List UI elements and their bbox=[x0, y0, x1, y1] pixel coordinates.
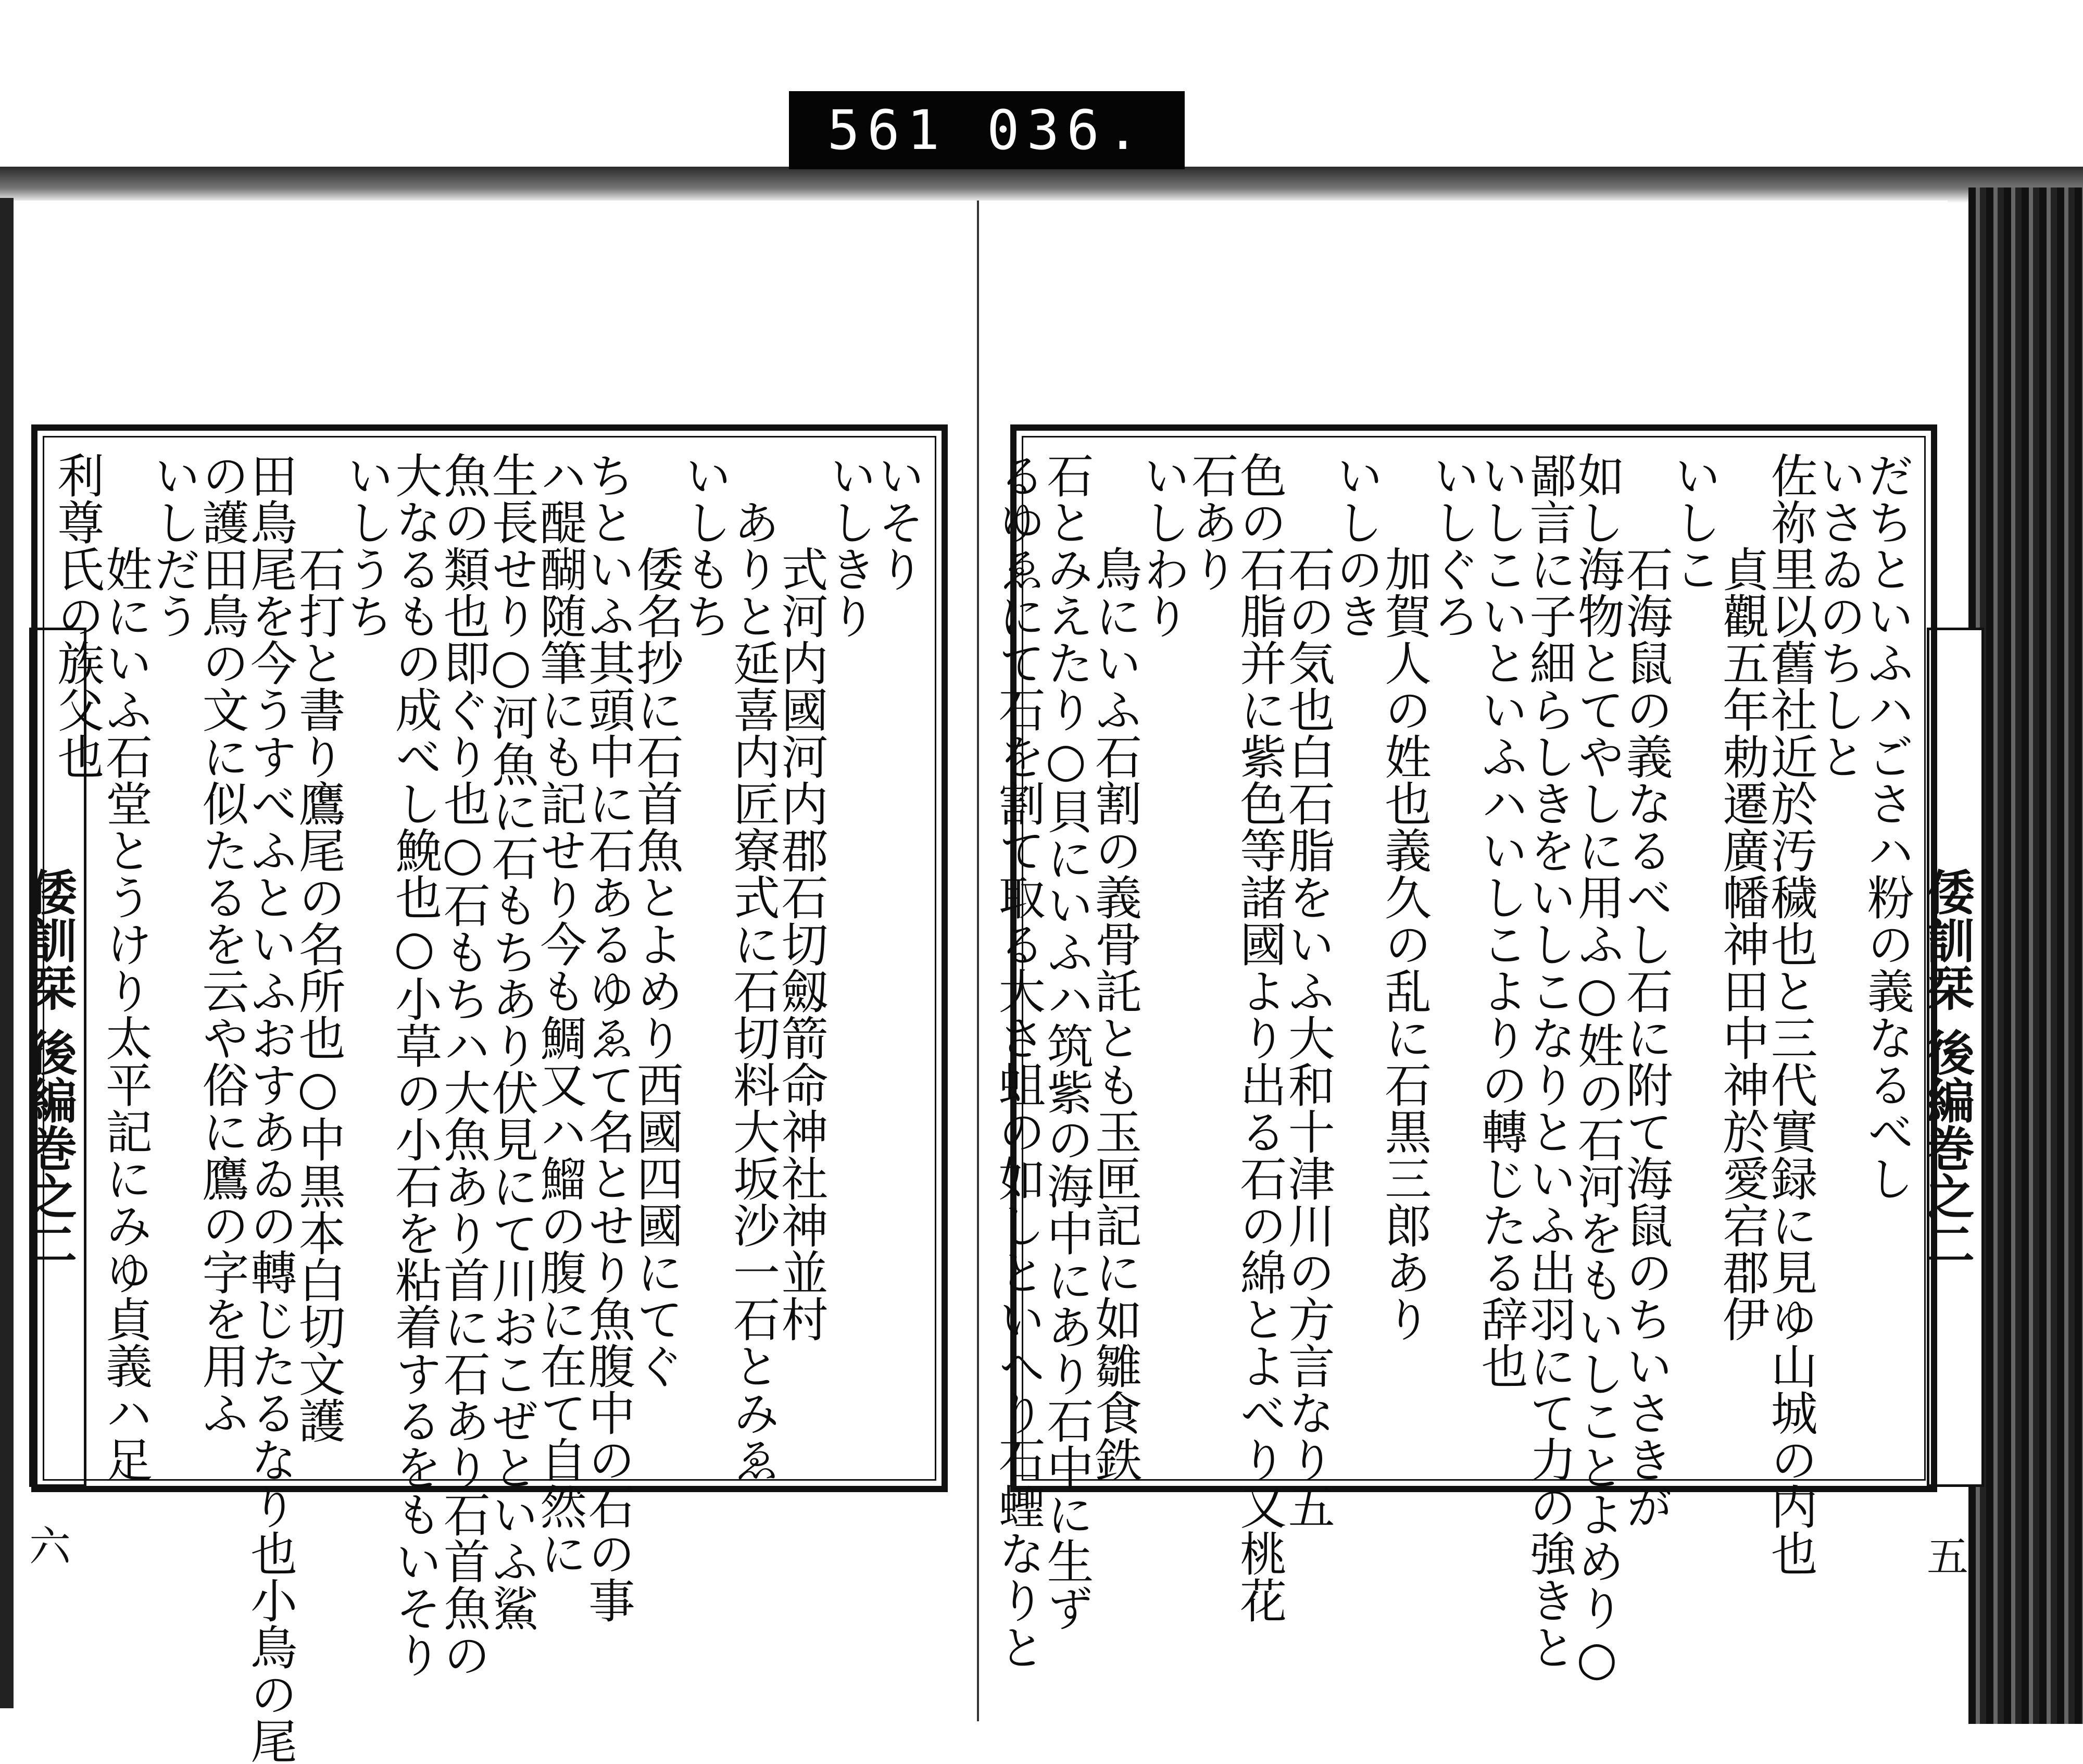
scan-top-edge bbox=[0, 167, 2083, 203]
right-page-folio: 五 bbox=[1927, 1533, 1968, 1581]
text-line: 石とみえたり○貝にいふハ筑紫の海中にあり石中に生ず bbox=[1038, 452, 1094, 1631]
right-text-body bbox=[990, 452, 1914, 1686]
text-line: いしうち bbox=[338, 452, 394, 639]
right-page-title-tab: 倭訓栞 後編巻之二 bbox=[1927, 628, 1984, 1487]
text-line: 式河内國河内郡石切劔箭命神社神並村 bbox=[773, 452, 828, 1342]
scan-left-edge bbox=[0, 198, 14, 1708]
text-line: ハ醍醐随筆にも記せり今も鯛又ハ鰡の腹に在て自然に bbox=[532, 452, 587, 1577]
text-line: 魚の類也即ぐり也○石もちハ大魚あり首に石あり石首魚の bbox=[435, 452, 490, 1678]
text-line: 石の気也白石脂をいふ大和十津川の方言なり五 bbox=[1279, 452, 1335, 1530]
text-line: いしこいといふハいしこよりの轉じたる辞也 bbox=[1473, 452, 1528, 1389]
text-line: 生長せり○河魚に石もちあり伏見にて川おこぜといふ鯊 bbox=[483, 452, 538, 1631]
text-line: いしわり bbox=[1135, 452, 1190, 639]
text-line: 石あり bbox=[1183, 452, 1238, 592]
text-line: いしだう bbox=[145, 452, 200, 639]
text-line: 佐祢里以舊社近於汚穢也と三代實録に見ゆ山城の内也 bbox=[1762, 452, 1817, 1577]
text-line: 利尊氏の族父也 bbox=[49, 452, 104, 780]
text-line: るゆゑにて石を割て取る大さ蛆の如しといへり石蟶なりと bbox=[990, 452, 1045, 1670]
text-line: ありと延喜内匠寮式に石切料大坂沙一石とみゑ bbox=[724, 452, 780, 1483]
text-line: いそり bbox=[870, 452, 924, 592]
text-line: 鄙言に子細らしきをいしこなりといふ出羽にて力の強きと bbox=[1521, 452, 1576, 1670]
book-fore-edge bbox=[1968, 187, 2083, 1724]
text-line: 姓にいふ石堂とうけり太平記にみゆ貞義ハ足 bbox=[97, 452, 152, 1483]
text-line: いしぐろ bbox=[1424, 452, 1479, 639]
text-line: 石海鼠の義なるべし石に附て海鼠のちいさきが bbox=[1617, 452, 1673, 1530]
text-line: いしもち bbox=[676, 452, 732, 639]
left-page-title-tab: 倭訓栞 後編巻之二 bbox=[29, 628, 86, 1487]
text-line: いしのき bbox=[1328, 452, 1383, 639]
text-line: 倭名抄に石首魚とよめり西國四國にてぐ bbox=[628, 452, 683, 1389]
text-line: いしきり bbox=[821, 452, 876, 639]
right-text-frame bbox=[990, 424, 1937, 1686]
left-page-folio: 六 bbox=[29, 1522, 71, 1571]
text-line: 大なるもの成べし鮸也○小草の小石を粘着するをもいそり bbox=[387, 452, 442, 1678]
text-line: 鳥にいふ石割の義骨託とも玉匣記に如雛食鉄 bbox=[1087, 452, 1141, 1483]
text-line: 如し海物とてやしに用ふ○姓の石河をもいしことよめり○ bbox=[1569, 452, 1624, 1686]
text-line: の護田鳥の文に似たるを云や俗に鷹の字を用ふ bbox=[194, 452, 249, 1436]
text-line: 田鳥尾を今うすべふといふおすあゐの轉じたるなり也小鳥の尾 bbox=[242, 452, 297, 1764]
text-line: 石打と書り鷹尾の名所也○中黒本白切文護 bbox=[290, 452, 345, 1444]
left-text-frame bbox=[31, 424, 948, 1764]
text-line: ちといふ其頭中に石あるゆゑて名とせり魚腹中の石の事 bbox=[580, 452, 635, 1623]
text-line: 貞觀五年勅遷廣幡神田中神於愛宕郡伊 bbox=[1714, 452, 1769, 1342]
text-line: いしこ bbox=[1666, 452, 1721, 592]
archive-label-strip: 561 036. bbox=[789, 91, 1185, 169]
text-line: 加賀人の姓也義久の乱に石黒三郎あり bbox=[1376, 452, 1432, 1342]
text-line: 色の石脂并に紫色等諸國より出る石の綿とよべり又桃花 bbox=[1232, 452, 1287, 1623]
text-line: いさゐのちしと bbox=[1811, 452, 1866, 780]
text-line: だちといふハごさハ粉の義なるべし bbox=[1859, 452, 1914, 1202]
